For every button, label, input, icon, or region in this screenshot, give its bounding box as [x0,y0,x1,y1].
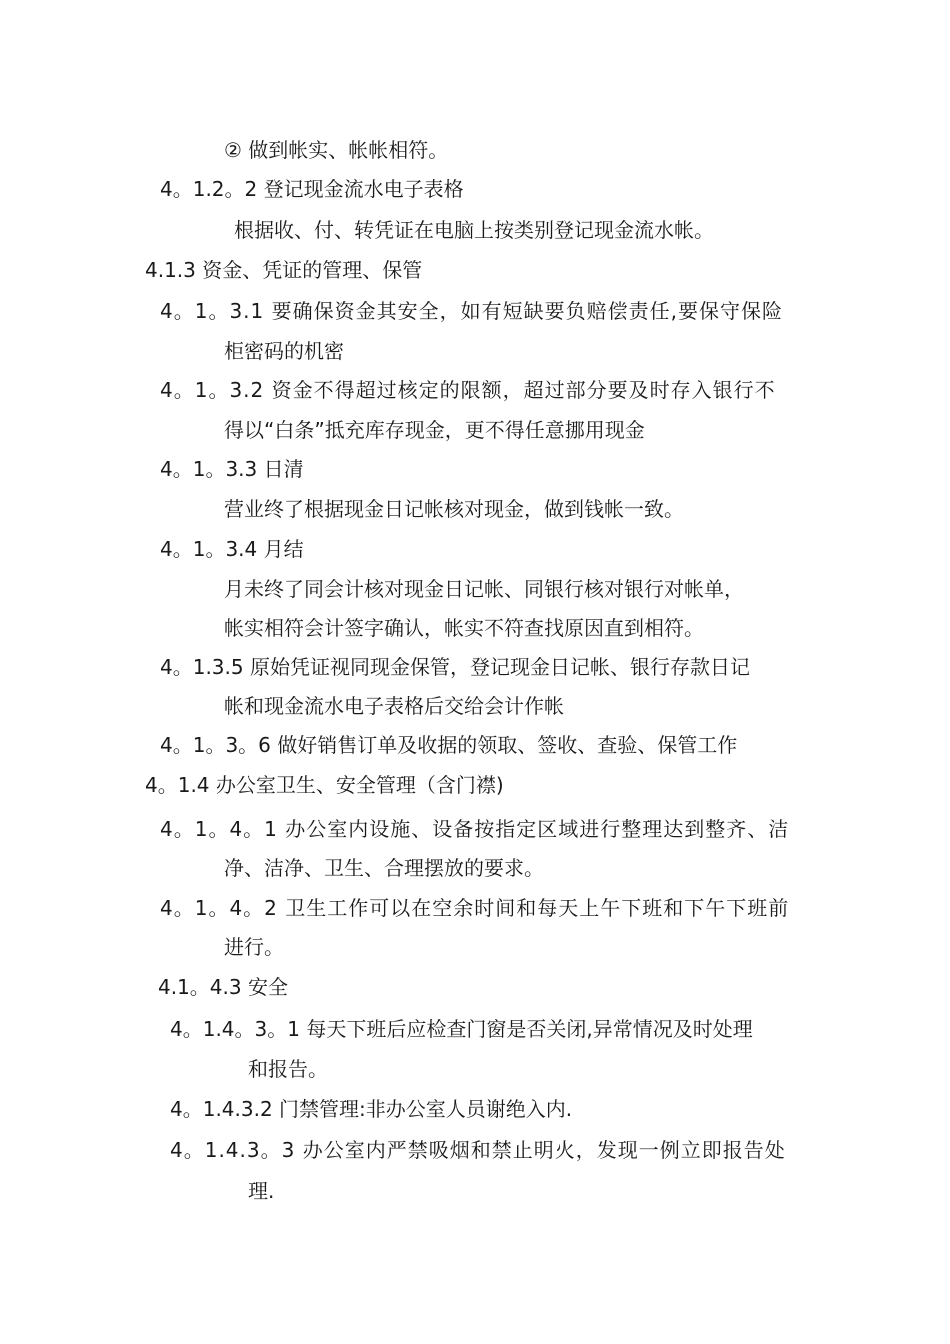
text-line: ② 做到帐实、帐帐相符。 [224,138,449,162]
text-line: 4。1.4。3。1 每天下班后应检查门窗是否关闭,异常情况及时处理 [170,1017,753,1041]
section-heading: 4.1。4.3 安全 [158,975,288,999]
text-line: 帐实相符会计签字确认，帐实不符查找原因直到相符。 [224,616,704,640]
text-line: 柜密码的机密 [224,339,344,363]
section-heading: 4.1.3 资金、凭证的管理、保管 [145,258,423,282]
section-heading: 4。1.4 办公室卫生、安全管理（含门襟) [145,773,504,797]
section-heading: 4。1.2。2 登记现金流水电子表格 [160,177,464,201]
text-line: 4。1.4.3.2 门禁管理:非办公室人员谢绝入内. [170,1097,573,1121]
text-line: 4。1.3.5 原始凭证视同现金保管，登记现金日记帐、银行存款日记 [160,655,750,679]
text-line: 4。1。4。2 卫生工作可以在空余时间和每天上午下班和下午下班前 [160,896,790,920]
text-line: 4。1。3.2 资金不得超过核定的限额，超过部分要及时存入银行不 [160,378,776,402]
section-heading: 4。1。3.4 月结 [160,537,304,561]
text-line: 和报告。 [248,1057,328,1081]
text-line: 理. [248,1179,275,1203]
text-line: 月未终了同会计核对现金日记帐、同银行核对银行对帐单， [224,577,744,601]
text-line: 进行。 [224,935,284,959]
text-line: 净、洁净、卫生、合理摆放的要求。 [224,856,544,880]
section-heading: 4。1。3.3 日清 [160,457,304,481]
text-line: 4。1。4。1 办公室内设施、设备按指定区域进行整理达到整齐、洁 [160,817,790,841]
text-line: 营业终了根据现金日记帐核对现金，做到钱帐一致。 [224,497,684,521]
text-line: 根据收、付、转凭证在电脑上按类别登记现金流水帐。 [234,218,714,242]
text-line: 4。1。3。6 做好销售订单及收据的领取、签收、查验、保管工作 [160,733,738,757]
text-line: 4。1.4.3。3 办公室内严禁吸烟和禁止明火，发现一例立即报告处 [170,1138,786,1162]
text-line: 4。1。3.1 要确保资金其安全，如有短缺要负赔偿责任,要保守保险 [160,299,783,323]
text-line: 得以“白条”抵充库存现金，更不得任意挪用现金 [224,418,645,442]
text-line: 帐和现金流水电子表格后交给会计作帐 [224,694,564,718]
